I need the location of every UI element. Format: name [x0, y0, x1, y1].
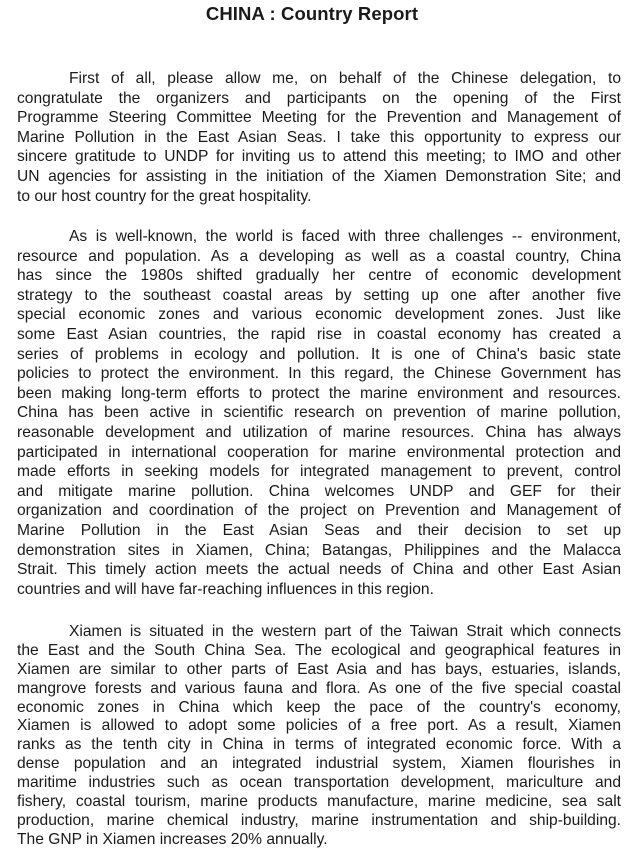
text-line: the East and the South China Sea. The ecological and geographical features in — [17, 641, 621, 659]
text-line: has since the 1980s shifted gradually her centre of economic development — [17, 267, 621, 285]
text-line: Programme Steering Committee Meeting for the Prevention and Management of — [17, 109, 621, 127]
paragraph-xiamen — [17, 623, 621, 850]
text-line: demonstration sites in Xiamen, China; Batangas, Philippines and the Malacca — [17, 541, 621, 559]
page-title: CHINA : Country Report — [205, 3, 419, 24]
text-line: economic zones in China which keep the pace of the country's economy, — [17, 698, 621, 716]
text-line: been making long-term efforts to protect the marine environment and resources. — [17, 384, 621, 402]
text-line: Xiamen is allowed to adopt some policies of a free port. As a result, Xiamen — [17, 717, 621, 735]
text-line: fishery, coastal tourism, marine products manufacture, marine medicine, sea salt — [17, 793, 621, 811]
text-line: to our host country for the great hospitality. — [17, 187, 312, 205]
text-line: production, marine chemical industry, marine instrumentation and ship-building. — [17, 811, 621, 829]
text-line: made efforts in seeking models for integrated management to prevent, control — [17, 463, 621, 481]
text-line: China has been active in scientific research on prevention of marine pollution, — [17, 404, 621, 422]
text-line: Xiamen is situated in the western part of the Taiwan Strait which connects — [69, 623, 621, 640]
text-line: Xiamen are similar to other parts of East Asia and has bays, estuaries, islands, — [17, 660, 621, 678]
text-line: ranks as the tenth city in China in terms of integrated economic force. With a — [17, 736, 621, 754]
text-line: First of all, please allow me, on behalf of the Chinese delegation, to — [69, 70, 621, 87]
paragraph-challenges — [17, 227, 621, 599]
text-line: UN agencies for assisting in the initiation of the Xiamen Demonstration Site; and — [17, 167, 621, 185]
text-line: strategy to the southeast coastal areas by setting up one after another five — [17, 286, 621, 304]
text-line: reasonable development and utilization of marine resources. China has always — [17, 423, 621, 441]
text-line: congratulate the organizers and participants on the opening of the First — [17, 89, 621, 107]
text-line: As is well-known, the world is faced with three challenges -- environment, — [69, 228, 621, 245]
text-line: maritime industries such as ocean transportation development, mariculture and — [17, 774, 621, 792]
text-line: organization and coordination of the project on Prevention and Management of — [17, 502, 621, 520]
paragraph-greeting — [17, 69, 621, 206]
text-line: resource and population. As a developing as well as a coastal country, China — [17, 247, 621, 265]
text-line: series of problems in ecology and pollution. It is one of China's basic state — [17, 345, 621, 363]
text-line: countries and will have far-reaching influences in this region. — [17, 580, 434, 598]
text-line: and mitigate marine pollution. China welcomes UNDP and GEF for their — [17, 482, 621, 500]
text-line: some East Asian countries, the rapid rise in coastal economy has created a — [17, 325, 621, 343]
text-line: policies to protect the environment. In this regard, the Chinese Government has — [17, 365, 621, 383]
text-line: The GNP in Xiamen increases 20% annually. — [17, 830, 328, 848]
text-line: participated in international cooperation for marine environmental protection and — [17, 443, 621, 461]
text-line: Strait. This timely action meets the actual needs of China and other East Asian — [17, 561, 621, 579]
text-line: sincere gratitude to UNDP for inviting us to attend this meeting; to IMO and other — [17, 148, 621, 166]
text-line: Marine Pollution in the East Asian Seas. I take this opportunity to express our — [17, 128, 621, 146]
text-line: special economic zones and various economic development zones. Just like — [17, 306, 621, 324]
text-line: dense population and an integrated industrial system, Xiamen flourishes in — [17, 755, 621, 773]
text-line: Marine Pollution in the East Asian Seas and their decision to set up — [17, 521, 621, 539]
text-line: mangrove forests and various fauna and flora. As one of the five special coastal — [17, 679, 621, 697]
